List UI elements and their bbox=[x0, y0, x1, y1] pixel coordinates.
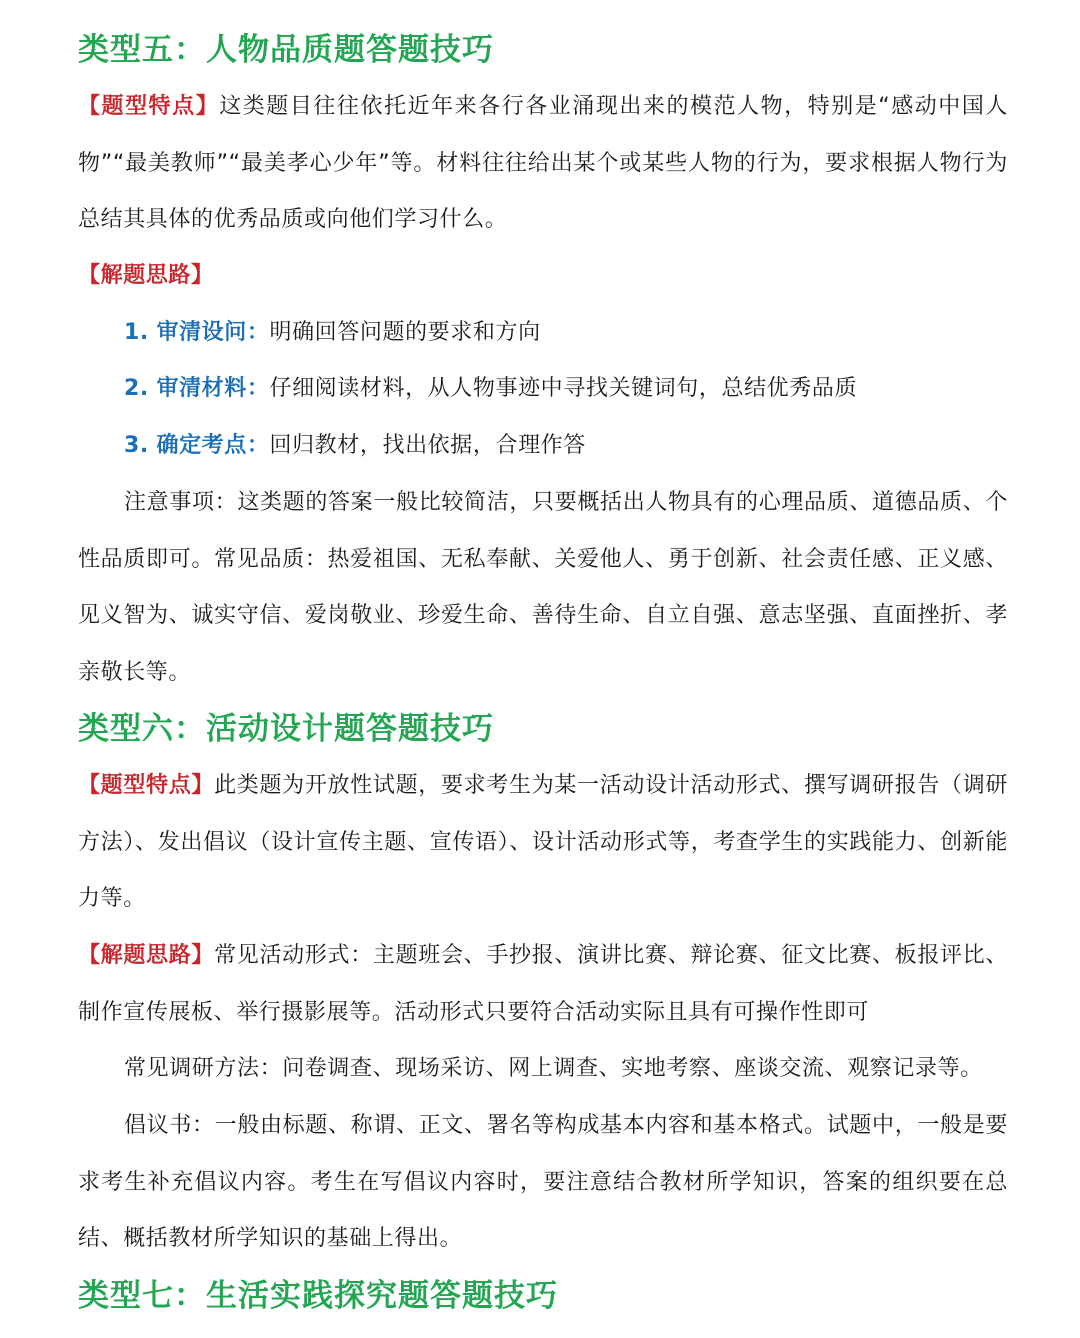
step-number: 1. bbox=[124, 320, 149, 345]
type5-step-2 bbox=[124, 369, 857, 409]
type5-step-3 bbox=[124, 426, 586, 466]
type6-approach-label: 【解题思路】 bbox=[78, 943, 215, 968]
type6-approach-text: 常见活动形式：主题班会、手抄报、演讲比赛、辩论赛、征文比赛、板报评比、制作宣传展板、举行摄影展等。活动形式只要符合活动实际且具有可操作性即可 bbox=[78, 943, 1008, 1025]
type6-survey-paragraph: 常见调研方法：问卷调查、现场采访、网上调查、实地考察、座谈交流、观察记录等。 bbox=[124, 1056, 983, 1081]
step-text: 明确回答问题的要求和方向 bbox=[269, 320, 541, 345]
type5-feature-text: 这类题目往往依托近年来各行各业涌现出来的模范人物，特别是“感动中国人物”“最美教师”“最美孝心少年”等。材料往往给出某个或某些人物的行为，要求根据人物行为总结其具体的优秀品质或向他们学习什么。 bbox=[78, 94, 1008, 233]
type6-feature-paragraph bbox=[78, 758, 1008, 928]
type6-feature-text: 此类题为开放性试题，要求考生为某一活动设计活动形式、撰写调研报告（调研方法）、发出倡议（设计宣传主题、宣传语）、设计活动形式等，考查学生的实践能力、创新能力等。 bbox=[78, 773, 1008, 912]
step-text: 仔细阅读材料，从人物事迹中寻找关键词句，总结优秀品质 bbox=[269, 376, 858, 401]
type6-feature-label: 【题型特点】 bbox=[78, 773, 215, 798]
step-number: 2. bbox=[124, 376, 149, 401]
type5-feature-label: 【题型特点】 bbox=[78, 94, 220, 119]
type5-approach-label: 【解题思路】 bbox=[78, 263, 214, 288]
type5-step-1 bbox=[124, 313, 541, 353]
type5-note-paragraph: 注意事项：这类题的答案一般比较简洁，只要概括出人物具有的心理品质、道德品质、个性品质即可。常见品质：热爱祖国、无私奉献、关爱他人、勇于创新、社会责任感、正义感、见义智为、诚实守信、爱岗敬业、珍爱生命、善待生命、自立自强、意志坚强、直面挫折、孝亲敬长等。 bbox=[78, 490, 1008, 685]
section-heading-type6: 类型六：活动设计题答题技巧 bbox=[78, 711, 494, 747]
step-text: 回归教材，找出依据，合理作答 bbox=[269, 433, 586, 458]
step-label: 确定考点： bbox=[156, 433, 270, 458]
type5-approach-paragraph bbox=[78, 248, 1008, 305]
step-label: 审清材料： bbox=[156, 376, 270, 401]
section-heading-type5: 类型五：人物品质题答题技巧 bbox=[78, 32, 494, 68]
step-number: 3. bbox=[124, 433, 149, 458]
section-heading-type7: 类型七：生活实践探究题答题技巧 bbox=[78, 1278, 558, 1314]
type6-approach-paragraph bbox=[78, 928, 1008, 1041]
step-label: 审清设问： bbox=[156, 320, 270, 345]
type6-proposal-paragraph: 倡议书：一般由标题、称谓、正文、署名等构成基本内容和基本格式。试题中，一般是要求考生补充倡议内容。考生在写倡议内容时，要注意结合教材所学知识，答案的组织要在总结、概括教材所学知识的基础上得出。 bbox=[78, 1113, 1008, 1252]
type5-feature-paragraph bbox=[78, 79, 1008, 249]
